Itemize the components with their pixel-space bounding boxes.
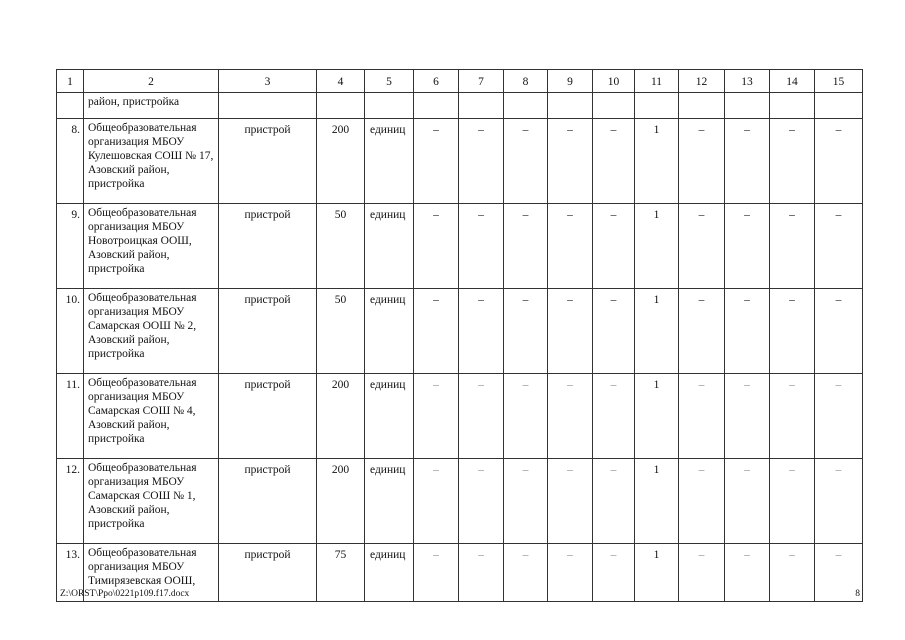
row-name-line: Общеобразовательная	[88, 122, 197, 134]
row-value-cell: –	[770, 289, 815, 374]
row-unit-cell: единиц	[365, 204, 414, 289]
row-value-cell: –	[770, 459, 815, 544]
row-number-cell: 9.	[57, 204, 84, 289]
row-unit-cell: единиц	[365, 289, 414, 374]
row-value-cell: –	[679, 544, 725, 602]
row-value-cell: –	[770, 204, 815, 289]
row-unit-cell: единиц	[365, 459, 414, 544]
row-value-cell: 1	[635, 544, 679, 602]
footer-file-path: Z:\ORST\Ppo\0221p109.f17.docx	[60, 589, 190, 599]
row-name-line: пристройка	[88, 178, 145, 190]
row-name-line: Кулешовская СОШ № 17,	[88, 150, 214, 162]
table-cell	[317, 93, 365, 119]
table-row-continuation	[57, 93, 863, 119]
row-name-line: организация МБОУ	[88, 391, 185, 403]
row-value-cell: –	[679, 119, 725, 204]
row-value-cell: –	[459, 204, 504, 289]
row-unit-cell: единиц	[365, 119, 414, 204]
row-name-line: пристройка	[88, 263, 145, 275]
row-name-line: организация МБОУ	[88, 221, 185, 233]
row-name-line: Общеобразовательная	[88, 547, 197, 559]
row-value-cell: –	[593, 459, 635, 544]
row-unit-cell: единиц	[365, 374, 414, 459]
table-cell	[504, 93, 548, 119]
row-name-line: Самарская СОШ № 1,	[88, 490, 196, 502]
row-name-cell	[84, 289, 219, 374]
column-header: 1	[57, 70, 84, 93]
row-name-line: Тимирязевская ООШ,	[88, 575, 196, 587]
row-value-cell: –	[548, 289, 593, 374]
row-value-cell: –	[679, 459, 725, 544]
row-value-cell: –	[459, 544, 504, 602]
row-name-cell: район, пристройка	[84, 93, 219, 119]
row-number-cell: 13.	[57, 544, 84, 602]
row-name-line: организация МБОУ	[88, 136, 185, 148]
column-header: 9	[548, 70, 593, 93]
row-value-cell: –	[770, 119, 815, 204]
row-value-cell: –	[815, 459, 863, 544]
column-header: 6	[414, 70, 459, 93]
table-row	[57, 459, 863, 544]
row-capacity-cell: 200	[317, 459, 365, 544]
row-value-cell: –	[725, 204, 770, 289]
row-value-cell: –	[459, 289, 504, 374]
row-value-cell: –	[593, 289, 635, 374]
row-unit-cell: единиц	[365, 544, 414, 602]
row-type-cell: пристрой	[219, 374, 317, 459]
row-name-line: Новотроицкая ООШ,	[88, 235, 192, 247]
row-type-cell: пристрой	[219, 204, 317, 289]
column-header: 3	[219, 70, 317, 93]
column-header: 2	[84, 70, 219, 93]
row-value-cell: –	[459, 119, 504, 204]
row-name-line: Общеобразовательная	[88, 207, 197, 219]
column-header: 14	[770, 70, 815, 93]
row-type-cell: пристрой	[219, 459, 317, 544]
row-value-cell: 1	[635, 459, 679, 544]
row-value-cell: –	[593, 374, 635, 459]
row-name-cell	[84, 374, 219, 459]
row-type-cell: пристрой	[219, 119, 317, 204]
table-header-row	[57, 70, 863, 93]
row-number-cell: 8.	[57, 119, 84, 204]
table-cell	[770, 93, 815, 119]
row-capacity-cell: 50	[317, 289, 365, 374]
column-header: 13	[725, 70, 770, 93]
row-capacity-cell: 50	[317, 204, 365, 289]
table-cell	[414, 93, 459, 119]
data-table	[56, 69, 863, 602]
row-name-line: пристройка	[88, 348, 145, 360]
row-value-cell: –	[679, 374, 725, 459]
row-value-cell: –	[815, 204, 863, 289]
row-value-cell: –	[459, 459, 504, 544]
table-cell	[365, 93, 414, 119]
row-value-cell: 1	[635, 119, 679, 204]
column-header: 7	[459, 70, 504, 93]
row-type-cell: пристрой	[219, 289, 317, 374]
row-name-line: Самарская СОШ № 4,	[88, 405, 196, 417]
column-header: 12	[679, 70, 725, 93]
table-cell	[459, 93, 504, 119]
row-name-cell	[84, 204, 219, 289]
row-value-cell: –	[725, 459, 770, 544]
table-cell	[679, 93, 725, 119]
row-value-cell: –	[414, 204, 459, 289]
column-header: 10	[593, 70, 635, 93]
row-value-cell: 1	[635, 204, 679, 289]
row-number-cell: 12.	[57, 459, 84, 544]
row-value-cell: –	[414, 289, 459, 374]
row-name-line: Азовский район,	[88, 249, 170, 261]
row-name-cell	[84, 119, 219, 204]
row-value-cell: –	[504, 119, 548, 204]
row-name-line: Азовский район,	[88, 334, 170, 346]
row-value-cell: –	[815, 289, 863, 374]
row-value-cell: –	[815, 544, 863, 602]
table-cell	[635, 93, 679, 119]
row-name-line: Самарская ООШ № 2,	[88, 320, 197, 332]
row-capacity-cell: 75	[317, 544, 365, 602]
row-value-cell: –	[770, 374, 815, 459]
row-value-cell: –	[414, 544, 459, 602]
table-row	[57, 204, 863, 289]
table-cell	[548, 93, 593, 119]
column-header: 15	[815, 70, 863, 93]
row-value-cell: –	[815, 119, 863, 204]
row-name-line: Общеобразовательная	[88, 292, 197, 304]
table-row	[57, 119, 863, 204]
row-value-cell: 1	[635, 374, 679, 459]
column-header: 11	[635, 70, 679, 93]
row-number-cell: 11.	[57, 374, 84, 459]
row-value-cell: –	[414, 459, 459, 544]
table-cell	[57, 93, 84, 119]
row-value-cell: –	[504, 289, 548, 374]
table-cell	[593, 93, 635, 119]
table-cell	[815, 93, 863, 119]
row-value-cell: –	[770, 544, 815, 602]
row-value-cell: –	[504, 204, 548, 289]
row-type-cell: пристрой	[219, 544, 317, 602]
row-value-cell: –	[725, 544, 770, 602]
row-value-cell: –	[548, 544, 593, 602]
row-value-cell: –	[593, 544, 635, 602]
row-name-cell	[84, 459, 219, 544]
row-value-cell: –	[459, 374, 504, 459]
column-header: 5	[365, 70, 414, 93]
row-name-line: Азовский район,	[88, 504, 170, 516]
row-value-cell: –	[725, 374, 770, 459]
row-name-line: пристройка	[88, 518, 145, 530]
row-name-line: Общеобразовательная	[88, 377, 197, 389]
row-value-cell: –	[725, 289, 770, 374]
table-row	[57, 289, 863, 374]
row-number-cell: 10.	[57, 289, 84, 374]
row-value-cell: –	[679, 289, 725, 374]
table-cell	[219, 93, 317, 119]
row-name-line: Азовский район,	[88, 419, 170, 431]
row-value-cell: –	[414, 119, 459, 204]
row-name-line: Общеобразовательная	[88, 462, 197, 474]
row-name-line: организация МБОУ	[88, 476, 185, 488]
table-row	[57, 374, 863, 459]
row-value-cell: –	[548, 459, 593, 544]
row-name-line: организация МБОУ	[88, 306, 185, 318]
table-cell	[725, 93, 770, 119]
row-name-line: организация МБОУ	[88, 561, 185, 573]
row-value-cell: 1	[635, 289, 679, 374]
row-value-cell: –	[593, 204, 635, 289]
row-capacity-cell: 200	[317, 374, 365, 459]
row-value-cell: –	[815, 374, 863, 459]
row-value-cell: –	[679, 204, 725, 289]
row-capacity-cell: 200	[317, 119, 365, 204]
row-value-cell: –	[504, 374, 548, 459]
row-value-cell: –	[548, 374, 593, 459]
row-name-line: Азовский район,	[88, 164, 170, 176]
row-value-cell: –	[725, 119, 770, 204]
column-header: 4	[317, 70, 365, 93]
row-value-cell: –	[504, 459, 548, 544]
row-name-line: пристройка	[88, 433, 145, 445]
row-value-cell: –	[414, 374, 459, 459]
row-value-cell: –	[593, 119, 635, 204]
row-value-cell: –	[548, 119, 593, 204]
row-value-cell: –	[504, 544, 548, 602]
row-value-cell: –	[548, 204, 593, 289]
footer-page-number: 8	[855, 589, 860, 599]
column-header: 8	[504, 70, 548, 93]
